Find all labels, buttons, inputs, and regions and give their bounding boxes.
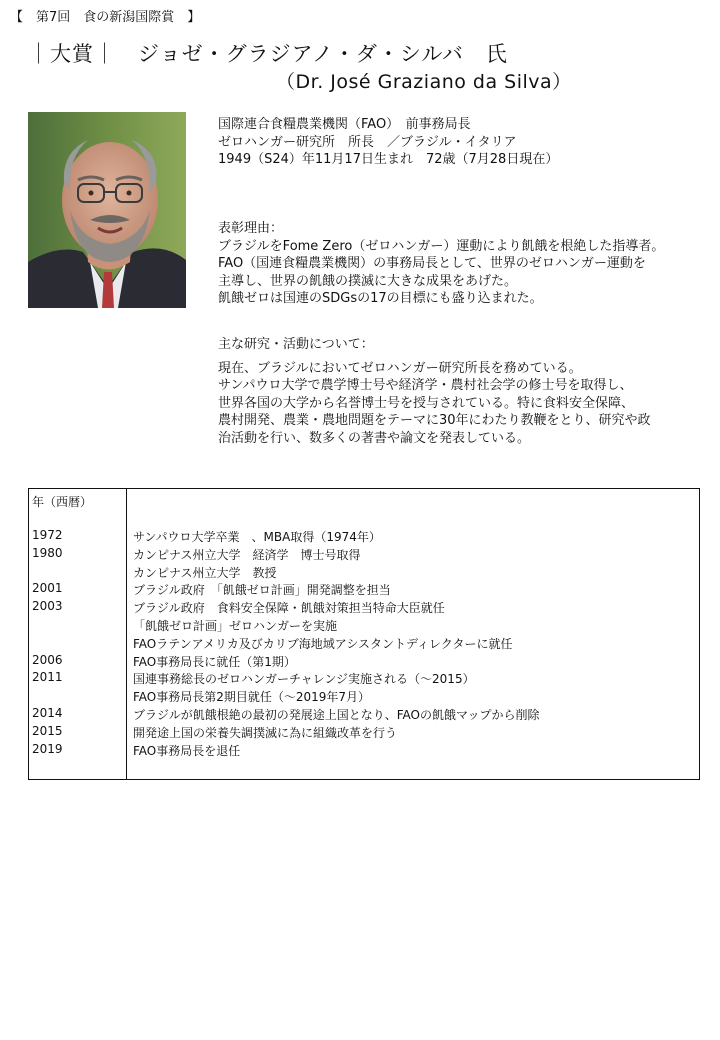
- reason-heading: 表彰理由：: [218, 221, 284, 236]
- timeline-event: ブラジルが飢餓根絶の最初の発展途上国となり、FAOの飢餓マップから削除: [133, 707, 540, 722]
- award-header-title: 【 第7回 食の新潟国際賞 】: [10, 10, 201, 25]
- research-line: 世界各国の大学から名誉博士号を授与されている。特に食料安全保障、: [218, 395, 635, 411]
- career-timeline-table: [28, 488, 700, 780]
- year-column-header: 年（西暦）: [32, 495, 93, 509]
- award-category: ｜大賞｜: [28, 42, 116, 66]
- timeline-row: [29, 617, 699, 635]
- reason-line: 飢餓ゼロは国連のSDGsの17の目標にも盛り込まれた。: [218, 291, 543, 306]
- timeline-row: [29, 599, 699, 617]
- research-line: サンパウロ大学で農学博士号や経済学・農村社会学の修士号を取得し、: [218, 378, 633, 393]
- recipient-name-en: （Dr. José Graziano da Silva）: [276, 71, 572, 93]
- timeline-year: 2001: [32, 581, 63, 596]
- timeline-event: ブラジル政府 食料安全保障・飢餓対策担当特命大臣就任: [133, 601, 445, 616]
- research-line: 農村開発、農業・農地問題をテーマに30年にわたり教鞭をとり、研究や政: [218, 413, 651, 428]
- recipient-affiliation: [218, 116, 558, 169]
- timeline-row: [29, 742, 699, 760]
- reason-line: 主導し、世界の飢餓の撲滅に大きな成果をあげた。: [218, 273, 518, 289]
- timeline-event: カンピナス州立大学 経済学 博士号取得: [133, 547, 361, 562]
- timeline-year: 2015: [32, 723, 63, 738]
- reason-line: ブラジルをFome Zero（ゼロハンガー）運動により飢餓を根絶した指導者。: [218, 238, 665, 254]
- timeline-year: 2019: [32, 741, 63, 756]
- research-activities: [218, 336, 651, 447]
- timeline-row: [29, 724, 699, 742]
- birth-line: 1949（S24）年11月17日生まれ 72歳（7月28日現在）: [218, 152, 559, 167]
- recipient-portrait: [28, 112, 186, 308]
- timeline-event: サンパウロ大学卒業 、MBA取得（1974年）: [133, 530, 381, 544]
- timeline-event: ブラジル政府 「飢餓ゼロ計画」開発調整を担当: [133, 583, 391, 598]
- recipient-name-ja: ジョゼ・グラジアノ・ダ・シルバ 氏: [138, 42, 508, 66]
- timeline-event: 国連事務総長のゼロハンガーチャレンジ実施される（～2015）: [133, 672, 475, 687]
- timeline-event: FAO事務局長第2期目就任（～2019年7月）: [133, 690, 371, 705]
- timeline-row: [29, 635, 699, 653]
- timeline-rows: [29, 528, 699, 759]
- affiliation-line: 国際連合食糧農業機関（FAO） 前事務局長: [218, 117, 471, 132]
- timeline-row: [29, 546, 699, 564]
- timeline-row: [29, 688, 699, 706]
- timeline-year: 2003: [32, 599, 63, 614]
- research-line: 現在、ブラジルにおいてゼロハンガー研究所長を務めている。: [218, 360, 582, 376]
- timeline-event: FAO事務局長を退任: [133, 743, 241, 758]
- timeline-year: 1972: [32, 528, 63, 542]
- timeline-event: FAOラテンアメリカ及びカリブ海地域アシスタントディレクターに就任: [133, 636, 513, 651]
- award-title-line: [28, 38, 508, 68]
- research-heading: 主な研究・活動について：: [218, 337, 374, 352]
- timeline-event: 開発途上国の栄養失調撲滅に為に組織改革を行う: [133, 725, 398, 740]
- timeline-year: 1980: [32, 545, 63, 560]
- timeline-event: カンピナス州立大学 教授: [133, 565, 277, 580]
- timeline-year: 2006: [32, 652, 63, 667]
- timeline-event: FAO事務局長に就任（第1期）: [133, 654, 296, 669]
- timeline-row: [29, 528, 699, 546]
- timeline-row: [29, 581, 699, 599]
- timeline-row: [29, 706, 699, 724]
- reason-line: FAO（国連食糧農業機関）の事務局長として、世界のゼロハンガー運動を: [218, 256, 646, 271]
- timeline-year: 2011: [32, 670, 63, 685]
- timeline-row: [29, 564, 699, 582]
- award-reason: [218, 220, 664, 308]
- timeline-year: 2014: [32, 705, 63, 720]
- research-line: 治活動を行い、数多くの著書や論文を発表している。: [218, 430, 531, 446]
- timeline-event: 「飢餓ゼロ計画」ゼロハンガーを実施: [133, 618, 338, 633]
- affiliation-line: ゼロハンガー研究所 所長 ／ブラジル・イタリア: [218, 134, 517, 150]
- timeline-row: [29, 670, 699, 688]
- timeline-row: [29, 653, 699, 671]
